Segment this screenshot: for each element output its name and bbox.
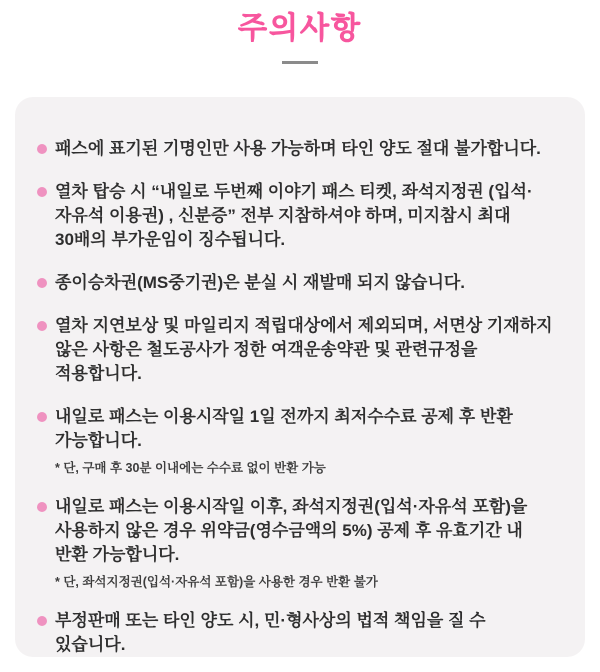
notice-list — [37, 137, 557, 657]
notice-text: 내일로 패스는 이용시작일 이후, 좌석지정권(입석·자유석 포함)을 사용하지 않은 경우 위약금(영수금액의 5%) 공제 후 유효기간 내 반환 가능합니다. — [55, 497, 528, 564]
notice-body — [55, 137, 541, 161]
notice-text: 열차 지연보상 및 마일리지 적립대상에서 제외되며, 서면상 기재하지 않은 사항은 철도공사가 정한 여객운송약관 및 관련규정을 적용합니다. — [55, 316, 553, 383]
bullet-dot-icon — [37, 502, 47, 512]
notice-item — [37, 137, 557, 161]
notice-card — [15, 97, 585, 657]
page-title: 주의사항 — [238, 12, 362, 45]
bullet-dot-icon — [37, 187, 47, 197]
notice-body — [55, 609, 555, 657]
title-divider — [282, 61, 318, 64]
bullet-dot-icon — [37, 616, 47, 626]
notice-body — [55, 314, 555, 386]
notice-body — [55, 180, 555, 252]
notice-text: 패스에 표기된 기명인만 사용 가능하며 타인 양도 절대 불가합니다. — [55, 139, 541, 158]
notice-text: 열차 탑승 시 “내일로 두번째 이야기 패스 티켓, 좌석지정권 (입석·자유석 이용권) , 신분증” 전부 지참하셔야 하며, 미지참시 최대 30배의 부가운임이 징수됩니다. — [55, 182, 533, 249]
notice-item — [37, 405, 557, 476]
bullet-dot-icon — [37, 144, 47, 154]
notice-text: 종이승차권(MS중기권)은 분실 시 재발매 되지 않습니다. — [55, 273, 466, 292]
bullet-dot-icon — [37, 412, 47, 422]
notice-body — [55, 271, 465, 295]
bullet-dot-icon — [37, 278, 47, 288]
notice-text: 내일로 패스는 이용시작일 1일 전까지 최저수수료 공제 후 반환 가능합니다. — [55, 407, 513, 450]
notice-item — [37, 271, 557, 295]
notice-body — [55, 495, 555, 590]
notice-note: * 단, 좌석지정권(입석·자유석 포함)을 사용한 경우 반환 불가 — [55, 575, 378, 589]
notice-note: * 단, 구매 후 30분 이내에는 수수료 없이 반환 가능 — [55, 461, 326, 475]
notice-text: 부정판매 또는 타인 양도 시, 민·형사상의 법적 책임을 질 수 있습니다. — [55, 611, 486, 654]
notice-item — [37, 609, 557, 657]
bullet-dot-icon — [37, 321, 47, 331]
notice-item — [37, 314, 557, 386]
notice-item — [37, 495, 557, 590]
notice-body — [55, 405, 555, 476]
notice-item — [37, 180, 557, 252]
